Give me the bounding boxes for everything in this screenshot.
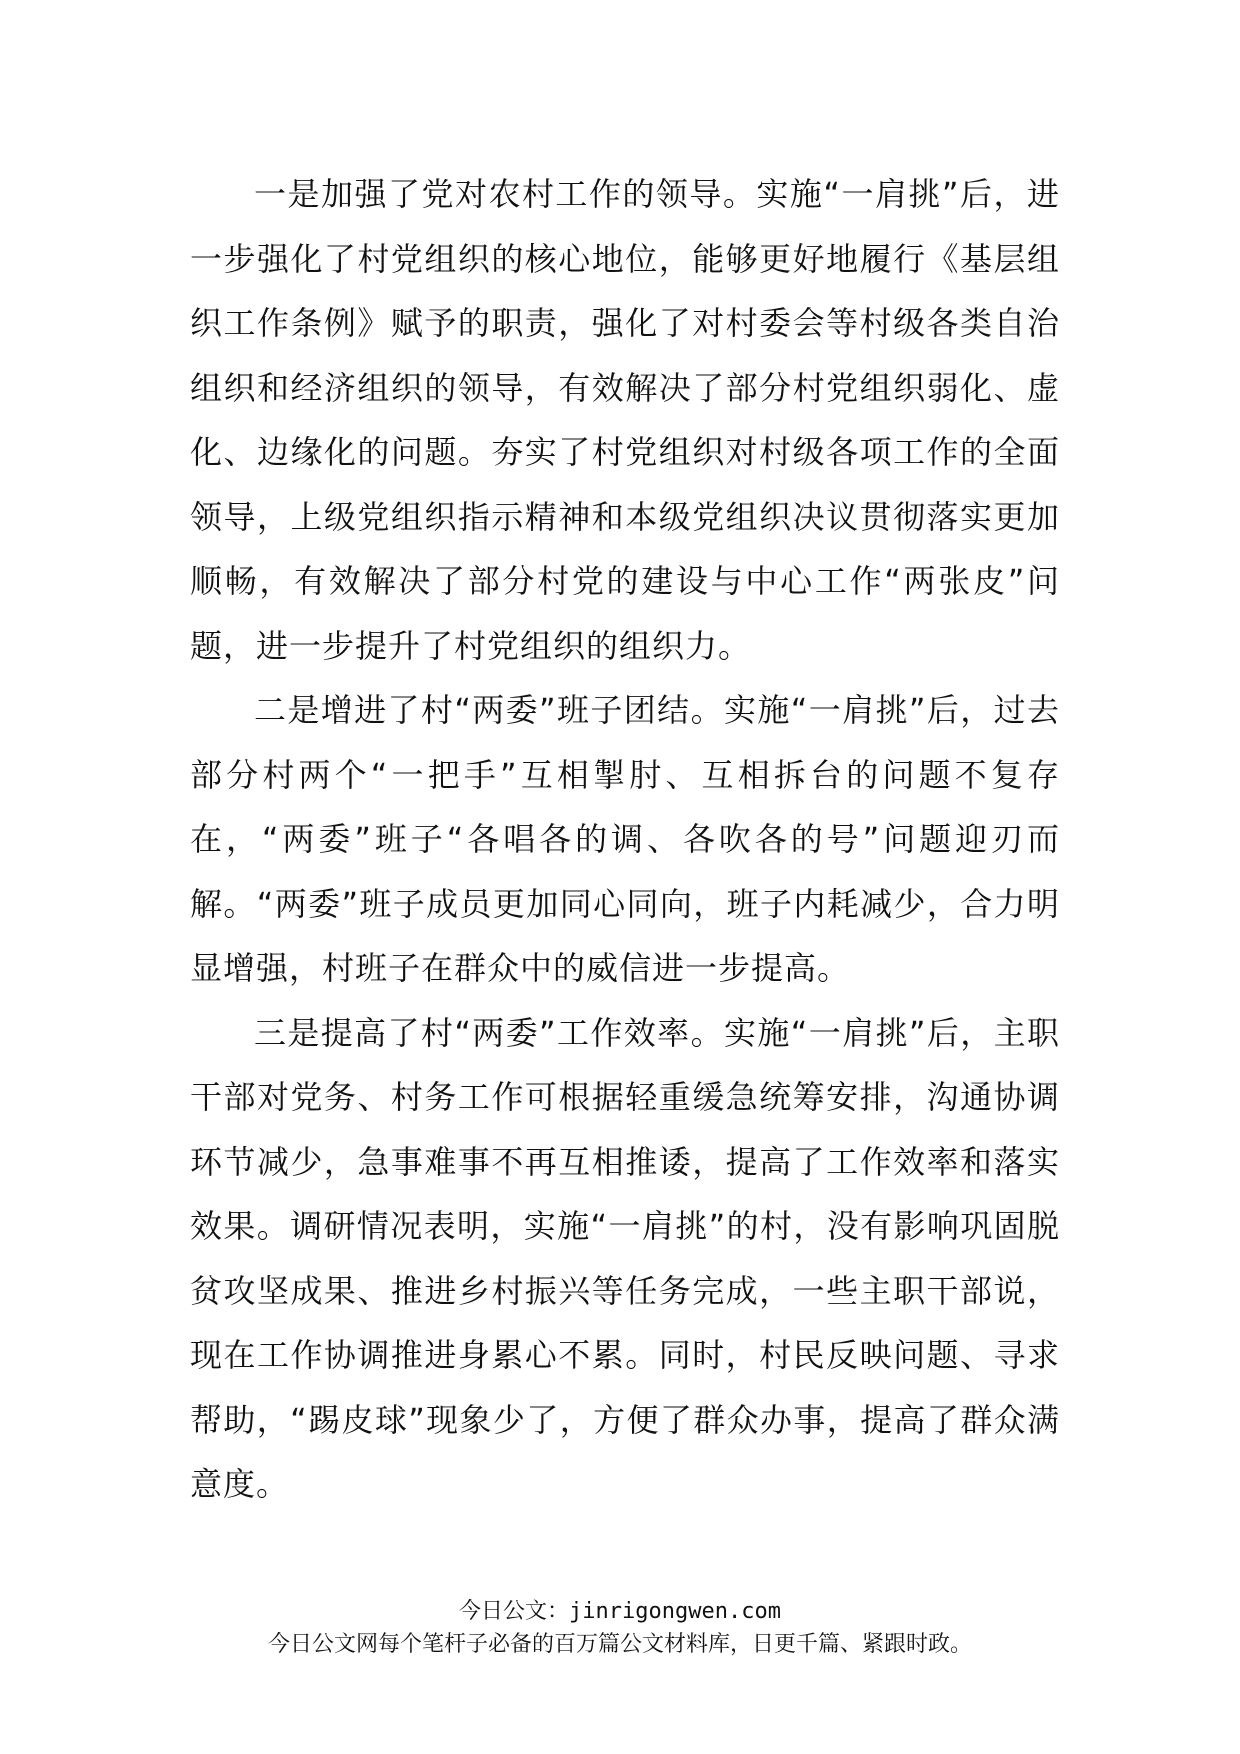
footer-tagline: 今日公文网每个笔杆子必备的百万篇公文材料库，日更千篇、紧跟时政。 — [267, 1632, 972, 1657]
document-body — [190, 162, 1060, 1517]
paragraph-2: 二是增进了村“两委”班子团结。实施“一肩挑”后，过去部分村两个“一把手”互相掣肘、互相拆台的问题不复存在，“两委”班子“各唱各的调、各吹各的号”问题迎刃而解。“两委”班子成员更加同心同向，班子内耗减少，合力明显增强，村班子在群众中的威信进一步提高。 — [190, 691, 1060, 987]
paragraph-3: 三是提高了村“两委”工作效率。实施“一肩挑”后，主职干部对党务、村务工作可根据轻重缓急统筹安排，沟通协调环节减少，急事难事不再互相推诿，提高了工作效率和落实效果。调研情况表明，实施“一肩挑”的村，没有影响巩固脱贫攻坚成果、推进乡村振兴等任务完成，一些主职干部说，现在工作协调推进身累心不累。同时，村民反映问题、寻求帮助，“踢皮球”现象少了，方便了群众办事，提高了群众满意度。 — [190, 1013, 1060, 1503]
footer-site-label: 今日公文： — [459, 1599, 570, 1624]
paragraph-1: 一是加强了党对农村工作的领导。实施“一肩挑”后，进一步强化了村党组织的核心地位，能够更好地履行《基层组织工作条例》赋予的职责，强化了对村委会等村级各类自治组织和经济组织的领导，有效解决了部分村党组织弱化、虚化、边缘化的问题。夯实了村党组织对村级各项工作的全面领导，上级党组织指示精神和本级党组织决议贯彻落实更加顺畅，有效解决了部分村党的建设与中心工作“两张皮”问题，进一步提升了村党组织的组织力。 — [190, 175, 1060, 665]
footer-site-line — [0, 1597, 1240, 1627]
footer-site-url[interactable]: jinrigongwen.com — [569, 1599, 781, 1624]
